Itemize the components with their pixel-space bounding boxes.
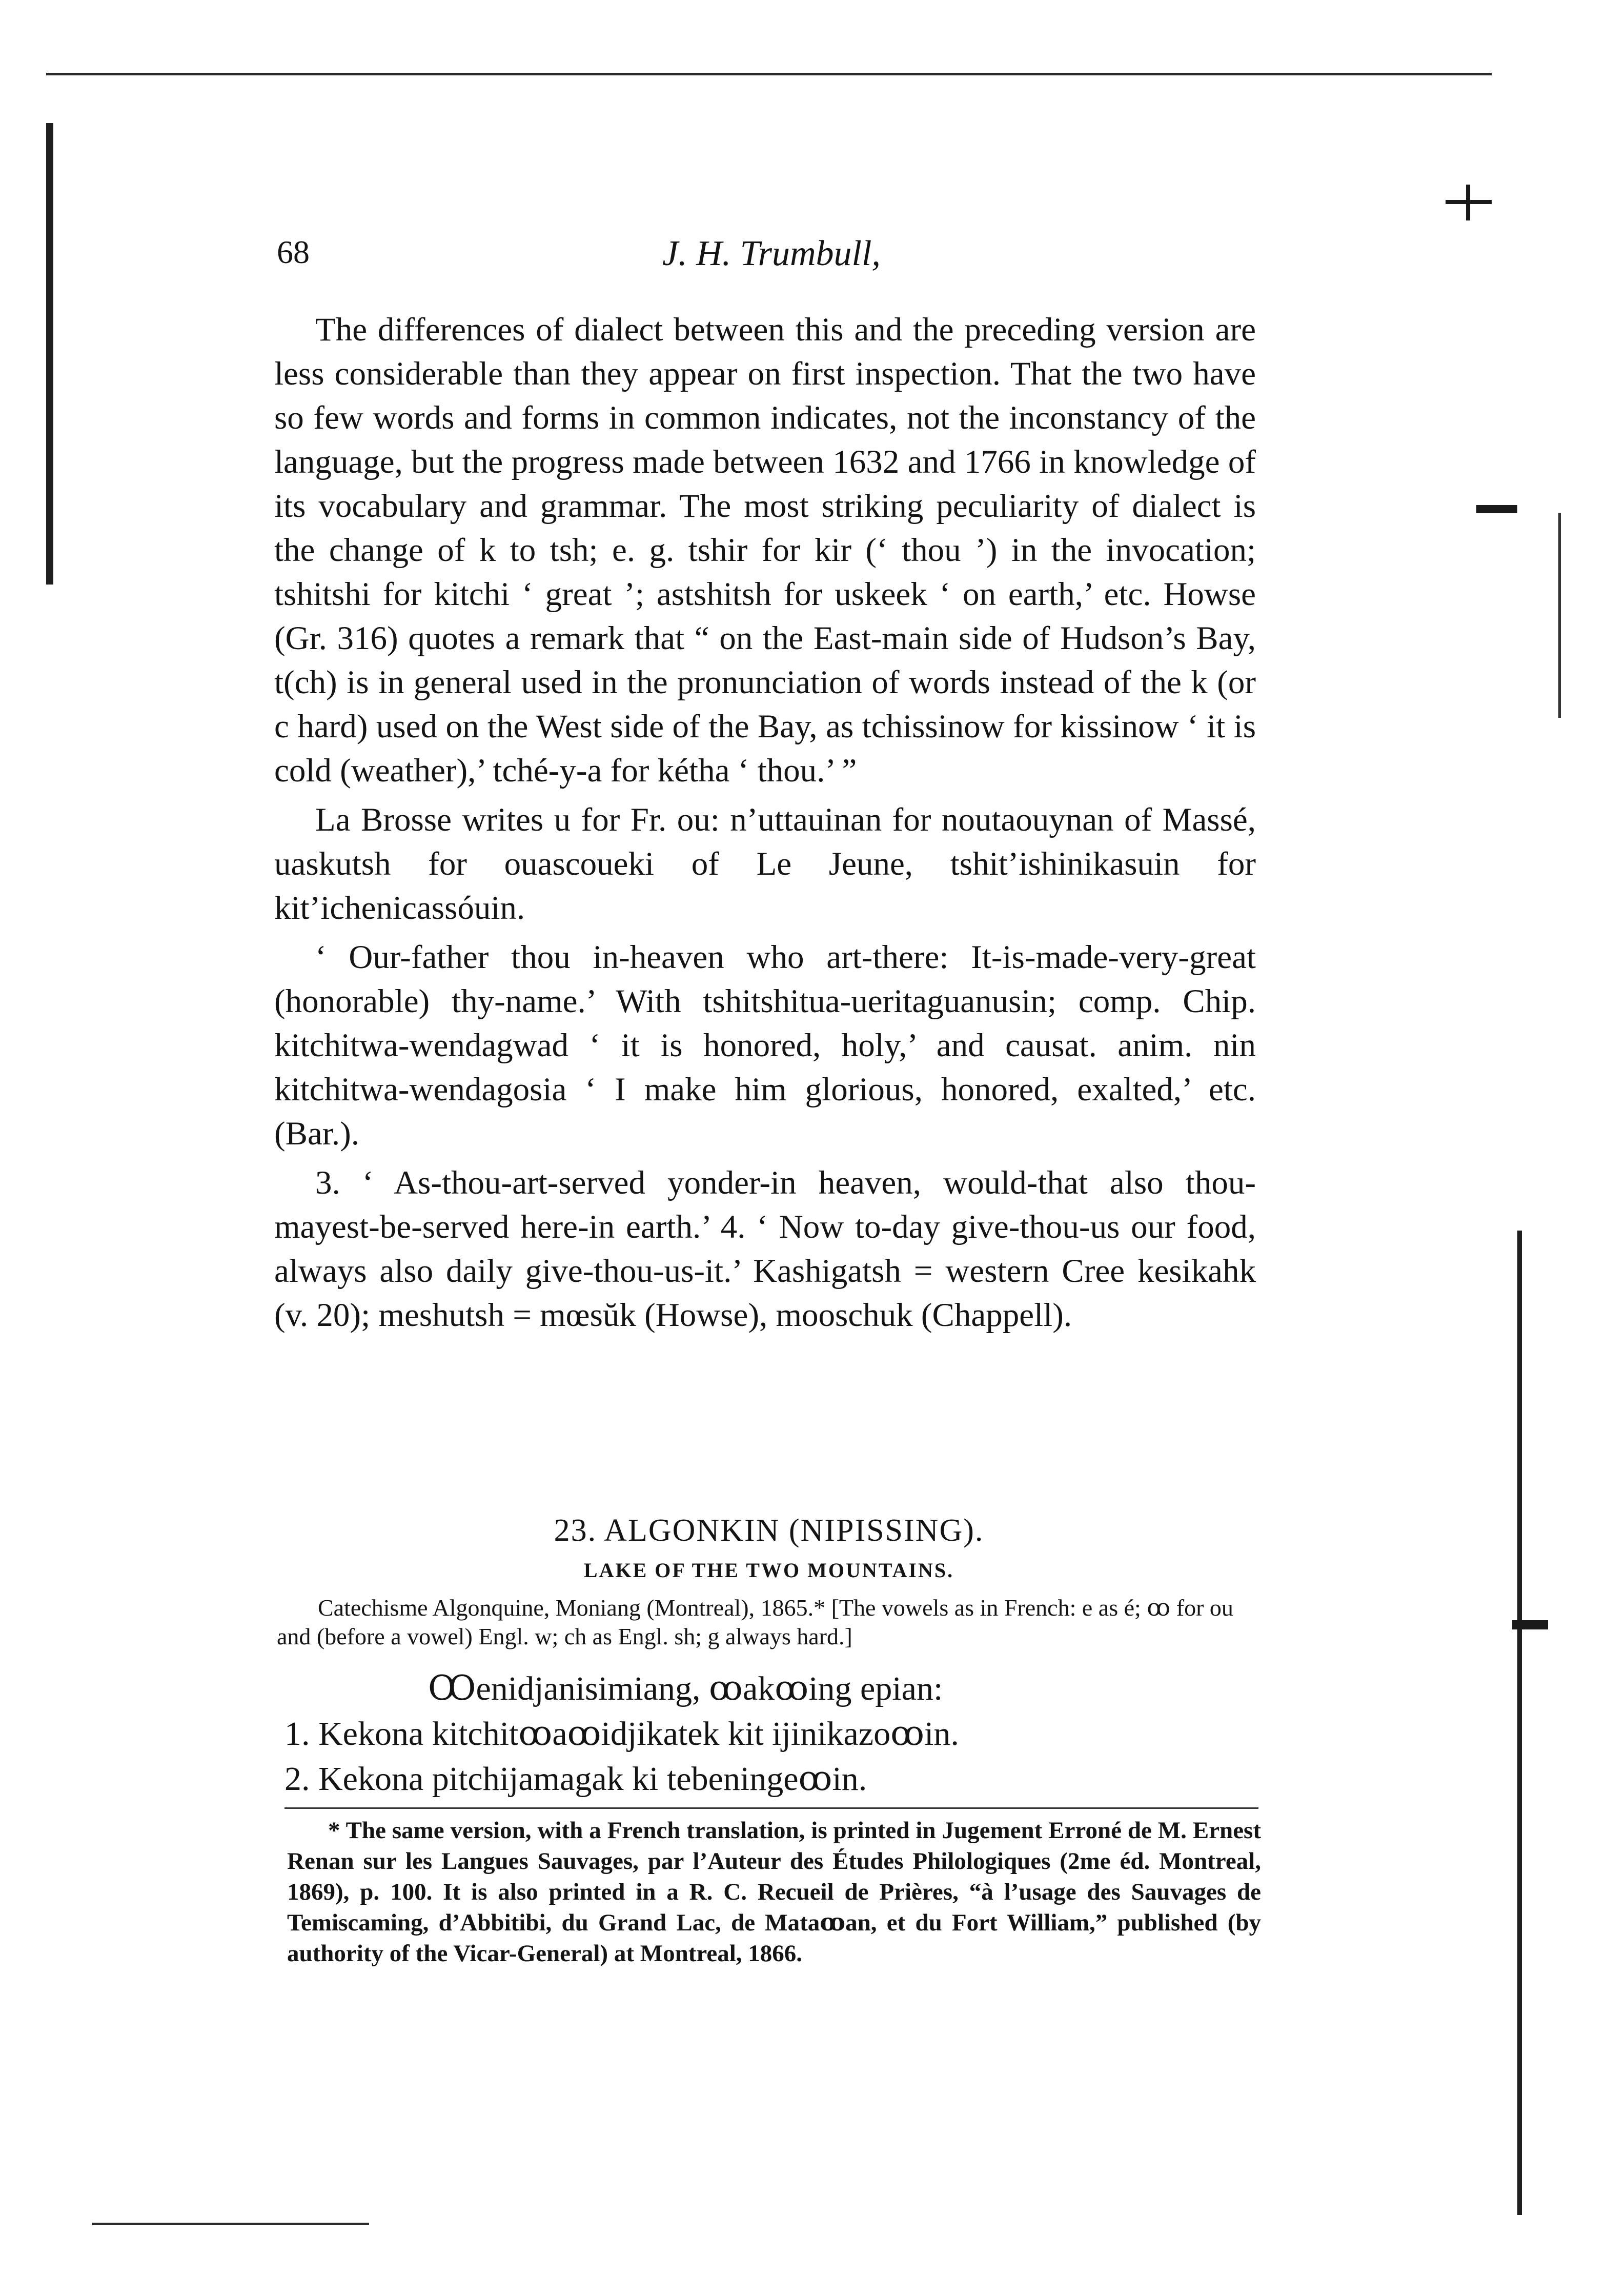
page-number: 68 [277,234,310,270]
section-subtitle: LAKE OF THE TWO MOUNTAINS. [583,1559,954,1582]
scan-right-edge-shadow [1517,1231,1522,2215]
prayer-lines [284,1711,1258,1802]
scan-left-edge-shadow [46,123,53,585]
footnote-rule [284,1807,1258,1809]
prayer-text [284,1666,1258,1802]
running-head: J. H. Trumbull, [662,234,881,273]
prayer-invocation: Ꝏenidjanisimiang, ꝏakꝏing epian: [428,1670,943,1707]
section-heading [277,1510,1261,1651]
paragraph: ‘ Our-father thou in-heaven who art-there: It-is-made-very-great (honorable) thy-name.’ With tshitshitua-ueritaguanusin; comp. Chip. kitchitwa-wendagwad ‘ it is honored, holy,’ and causat. anim. nin kitchitwa-wendagosia ‘ I make him glorious, honored, exalted,’ etc. (Bar.). [274,939,1256,1152]
scan-speck [1466,185,1470,220]
paragraph: The differences of dialect between this and the preceding version are less considerable than they appear on first inspection. That the two have so few words and forms in common indicates, not the inconstancy of the language, but the progress made between 1632 and 1766 in knowledge of its vocabulary and grammar. The most striking peculiarity of dialect is the change of k to tsh; e. g. tshir for kir (‘ thou ’) in the invocation; tshitshi for kitchi ‘ great ’; astshitsh for uskeek ‘ on earth,’ etc. Howse (Gr. 316) quotes a remark that “ on the East-main side of Hudson’s Bay, t(ch) is in general used in the pronunciation of words instead of the k (or c hard) used on the West side of the Bay, as tchissinow for kissinow ‘ it is cold (weather),’ tché-y-a for kétha ‘ thou.’ ” [274,311,1256,789]
footnote: * The same version, with a French translation, is printed in Jugement Erroné de M. Ernest Renan sur les Langues Sauvages, par l’Auteur des Études Philologiques (2me éd. Montreal, 1869), p. 100. It is also printed in a R. C. Recueil de Prières, “à l’usage des Sauvages de Temiscaming, d’Abbitibi, du Grand Lac, de Mataꝏan, et du Fort William,” published (by authority of the Vicar-General) at Montreal, 1866. [287,1817,1261,1967]
paragraph: 3. ‘ As-thou-art-served yonder-in heaven, would-that also thou-mayest-be-served here-in earth.’ 4. ‘ Now to-day give-thou-us our food, always also daily give-thou-us-it.’ Kashigatsh = western Cree kesikahk (v. 20); meshutsh = mœsŭk (Howse), mooschuk (Chappell). [274,1164,1256,1334]
source-note: Catechisme Algonquine, Moniang (Montreal), 1865.* [The vowels as in French: e as é; ꝏ for ou and (before a vowel) Engl. w; ch as Engl. sh; g always hard.] [277,1595,1233,1649]
scan-bottom-rule [92,2223,369,2225]
paragraph: La Brosse writes u for Fr. ou: n’uttauinan for noutaouynan of Massé, uaskutsh for ouascoueki of Le Jeune, tshit’ishinikasuin for kit’ichenicassóuin. [274,801,1256,927]
scan-speck [1512,1620,1548,1629]
prayer-line: 2. Kekona pitchijamagak ki tebeningeꝏin. [284,1760,867,1798]
prayer-line: 1. Kekona kitchitꝏaꝏidjikatek kit ijinikazoꝏin. [284,1715,959,1753]
scan-right-edge-line [1558,513,1561,718]
page-header [277,233,1266,290]
section-title: 23. ALGONKIN (NIPISSING). [554,1513,984,1548]
scan-top-rule [46,73,1492,75]
scan-speck [1476,505,1517,513]
body-text [274,308,1256,1337]
